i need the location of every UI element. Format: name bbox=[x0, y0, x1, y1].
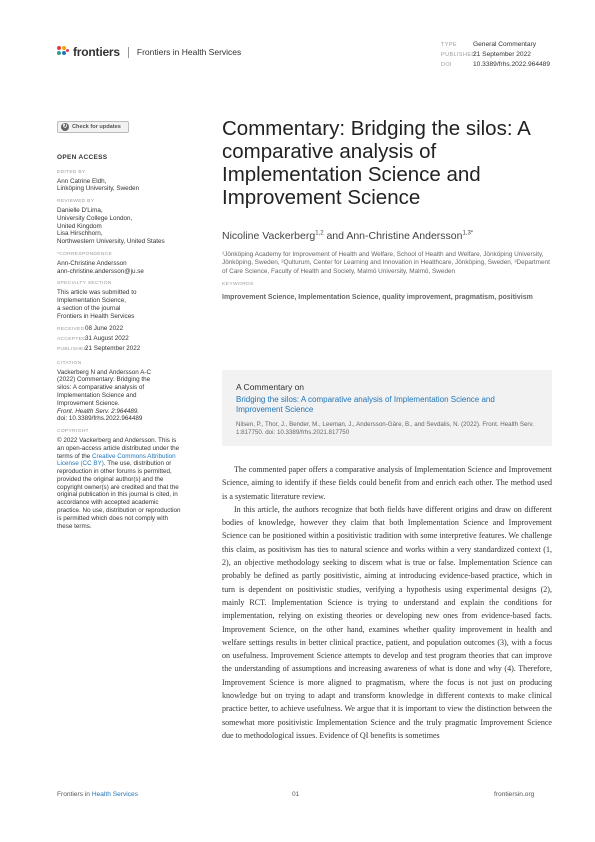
commentary-heading: A Commentary on bbox=[236, 382, 305, 392]
body-paragraph-1: The commented paper offers a comparative analysis of Implementation Science and Improvement Science, aiming to identify if these fields could benefit from and enrich each other. The method used is a systematic literature review. bbox=[222, 465, 552, 501]
citation: CITATION Vackerberg N and Andersson A-C (2022) Commentary: Bridging the silos: A comparative analysis of Implementation Science and Improvement Science. Front. Health Serv. 2:964489. doi: 10.3389/frhs.2022.964489 bbox=[57, 360, 152, 423]
reviewed-by: REVIEWED BY Danielle D'Lima, University College London, United Kingdom Lisa Hirschhorn, Northwestern University, United States bbox=[57, 199, 165, 246]
commented-article-citation: Nilsen, P., Thor, J., Bender, M., Leeman, J., Andersson-Gäre, B., and Sevdalis, N. (2022). Front. Health Serv. 1:817750. doi: 10.3389/frhs.2021.817750 bbox=[236, 421, 534, 437]
authors: Nicoline Vackerberg$^{1,2}$ and Ann-Christine Andersson$^{1,3*}$ bbox=[222, 230, 474, 242]
copyright: COPYRIGHT © 2022 Vackerberg and Andersson. This is an open-access article distributed under the terms of the Creative Commons Attribution License (CC BY). The use, distribution or reproduction in other forums is permitted, provided the original author(s) and the copyright owner(s) are credited and that the original publication in this journal is cited, in accordance with accepted academic practice. No use, distribution or reproduction is permitted which does not comply with these terms. bbox=[57, 429, 181, 530]
keywords-label: KEYWORDS bbox=[222, 282, 254, 287]
brand-name: frontiers bbox=[73, 45, 120, 59]
page-number: 01 bbox=[292, 791, 300, 798]
edited-by: EDITED BY Ann Catrine Eldh, Linköping University, Sweden bbox=[57, 169, 140, 193]
journal-name: Frontiers in Health Services bbox=[136, 47, 242, 57]
article-type: General Commentary bbox=[473, 41, 537, 48]
commented-article-link[interactable]: Bridging the silos: A comparative analysis of Implementation Science and Improvement Science bbox=[236, 395, 495, 414]
footer-journal: Frontiers in Health Services bbox=[57, 791, 138, 798]
published-date: 21 September 2022 bbox=[473, 51, 531, 58]
article-meta: TYPE General Commentary PUBLISHED21 September 2022 DOI 10.3389/frhs.2022.964489 bbox=[441, 41, 550, 68]
commentary-box bbox=[222, 370, 552, 446]
sidebar bbox=[57, 154, 187, 535]
header-divider bbox=[128, 47, 129, 58]
footer-site-link[interactable]: frontiersin.org bbox=[494, 791, 535, 798]
check-updates-label: Check for updates bbox=[72, 124, 121, 130]
refresh-icon: ↻ bbox=[62, 124, 68, 130]
specialty-section: SPECIALTY SECTION This article was submitted to Implementation Science, a section of the journal Frontiers in Health Services bbox=[57, 281, 137, 320]
frontiers-logo-icon bbox=[57, 46, 69, 58]
frontiers-logo[interactable] bbox=[57, 45, 241, 59]
author-1[interactable]: Nicoline Vackerberg bbox=[222, 230, 316, 242]
cc-by-license-link[interactable]: Creative Commons Attribution License (CC BY) bbox=[57, 452, 176, 468]
article-title: Commentary: Bridging the silos: A comparative analysis of Implementation Science and Improvement Science bbox=[222, 117, 530, 209]
keywords: Improvement Science, Implementation Science, quality improvement, pragmatism, positivism bbox=[222, 294, 533, 301]
open-access-label: OPEN ACCESS bbox=[57, 154, 108, 161]
doi: 10.3389/frhs.2022.964489 bbox=[473, 61, 550, 68]
dates: RECEIVED08 June 2022 ACCEPTED31 August 2022 PUBLISHED21 September 2022 bbox=[57, 325, 141, 352]
body-paragraph-2: In this article, the authors recognize that both fields have different origins and draw on different bodies of knowledge, however they claim that both Implementation Science and Improvement Science can be positioned within a positivistic tradition with some interpretive features. We challenge this claim, as positivism has ties to natural science and works within a very standardized context (1, 2), an objective methodology seeking to discern what is true or false. Implementation Science can probably be defined as partly positivistic, aiming at introducing evidence-based practice, which in turn is dependent on positivistic studies, verifying a hypothesis using experimental designs (2), mainly RCT. Implementation Science is trying to understand and explain the conditions for implementation, relying on existing theories or developing new ones from evidence-based facts. Improvement Science, on the other hand, examines whether quality improvement in health and welfare settings results in better clinical practice, patient, and population outcomes (3), with a focus on usefulness. Improvement Science attempts to develop and test program theories that can improve the understanding of assumptions and increasing awareness of what is done and why (4). Therefore, Improvement Science is more aligned to pragmatism, where the focus is not just on producing knowledge but on trying to adapt and transform knowledge in different contexts to make clinical practice better, to achieve usefulness. We argue that it is important to view the distinction between the somewhat more positivistic Implementation Science and the truly pragmatic Improvement Science due to methodological issues. Evidence of QI benefits is sometimes bbox=[222, 504, 552, 740]
correspondence-email[interactable]: ann-christine.andersson@ju.se bbox=[57, 267, 144, 275]
check-for-updates-button[interactable] bbox=[57, 121, 129, 133]
author-2[interactable]: Ann-Christine Andersson bbox=[346, 230, 463, 242]
article-body bbox=[222, 463, 552, 742]
affiliations: ¹Jönköping Academy for Improvement of Health and Welfare, School of Health and Welfare, Jönköping University, Jönköping, Sweden, ²Qulturum, Center for Learning and Innovation in Healthcare, Jönköping, Sweden, ³Department of Care Science, Faculty of Health and Society, Malmö University, Malmö, Sweden bbox=[222, 251, 550, 275]
correspondence: *CORRESPONDENCE Ann-Christine Andersson ann-christine.andersson@ju.se bbox=[57, 251, 187, 275]
